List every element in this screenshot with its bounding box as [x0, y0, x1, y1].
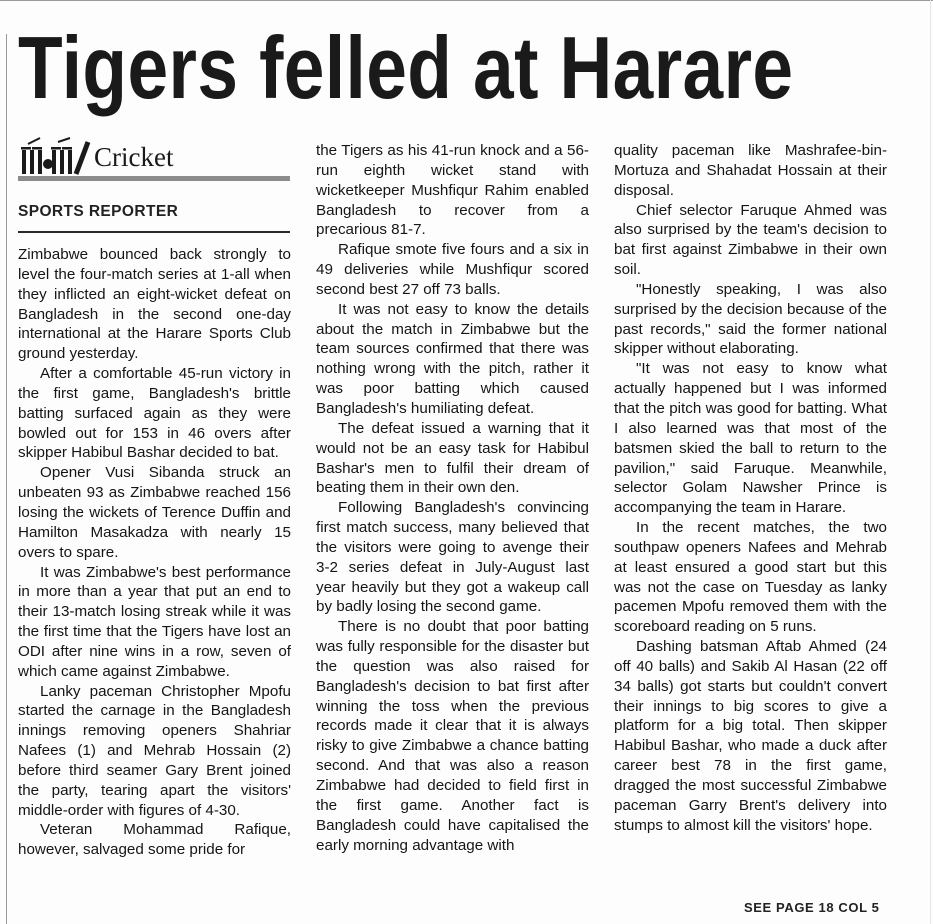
section-label: Cricket — [94, 142, 174, 172]
article-column-3 — [614, 141, 887, 836]
paragraph: Zimbabwe bounced back strongly to level the four-match series at 1-all when they inflicted an eight-wicket defeat on Bangladesh in the second one-day international at the Harare Sports Club ground yesterday. — [18, 246, 291, 363]
paragraph: In the recent matches, the two southpaw openers Nafees and Mehrab at least ensured a good start but this was not the case on Tuesday as lanky pacemen Mpofu removed them with the scoreboard reading on 5 runs. — [614, 519, 887, 636]
left-column-rule — [6, 34, 7, 924]
paragraph: quality paceman like Mashrafee-bin-Mortuza and Shahadat Hossain at their disposal. — [614, 142, 887, 199]
paragraph: Lanky paceman Christopher Mpofu started the carnage in the Bangladesh innings removing openers Shahriar Nafees (1) and Mehrab Hossain (2) before third seamer Gary Brent joined the party, tearing apart the visitors' middle-order with figures of 4-30. — [18, 682, 291, 819]
cricket-stumps-icon — [18, 136, 92, 176]
paragraph: Chief selector Faruque Ahmed was also surprised by the team's decision to bat first against Zimbabwe in their own soil. — [614, 201, 887, 279]
paragraph: There is no doubt that poor batting was fully responsible for the disaster but the question was also raised for Bangladesh's decision to bat first after winning the toss when the previous records made it clear that it is always risky to give Zimbabwe a chance batting second. And that was also a reason Zimbabwe had decided to field first in the first game. Another fact is Bangladesh could have capitalised the early morning advantage with — [316, 618, 589, 854]
right-edge-rule — [930, 0, 931, 924]
paragraph: "It was not easy to know what actually happened but I was informed that the pitch was good for batting. What I also learned was that most of the batsmen skied the ball to return to the pavilion," said Faruque. Meanwhile, selector Golam Nawsher Prince is accompanying the team in Harare. — [614, 360, 887, 517]
article-column-1 — [18, 245, 291, 860]
continuation-note: SEE PAGE 18 COL 5 — [744, 900, 880, 915]
paragraph: Veteran Mohammad Rafique, however, salvaged some pride for — [18, 821, 291, 859]
headline: Tigers felled at Harare — [18, 18, 794, 117]
paragraph: Following Bangladesh's convincing first match success, many believed that the visitors were going to avenge their 3-2 series defeat in July-August last year heavily but they got a wakeup call by badly losing the second game. — [316, 499, 589, 616]
paragraph: Dashing batsman Aftab Ahmed (24 off 40 balls) and Sakib Al Hasan (22 off 34 balls) got starts but couldn't convert their innings to big scores to give a platform for a big total. Then skipper Habibul Bashar, who made a duck after career best 78 in the first game, dragged the most successful Zimbabwe paceman Garry Brent's delivery into stumps to almost kill the visitors' hope. — [614, 638, 887, 834]
article-column-2 — [316, 141, 589, 855]
byline-rule — [18, 231, 290, 233]
paragraph: The defeat issued a warning that it would not be an easy task for Habibul Bashar's men to fulfil their dream of beating them in their own den. — [316, 419, 589, 497]
top-rule — [0, 0, 933, 1]
paragraph: the Tigers as his 41-run knock and a 56-run eighth wicket stand with wicketkeeper Mushfiqur Rahim enabled Bangladesh to recover from a precarious 81-7. — [316, 142, 589, 239]
paragraph: It was not easy to know the details about the match in Zimbabwe but the team sources confirmed that there was nothing wrong with the pitch, rather it was poor batting which caused Bangladesh's humiliating defeat. — [316, 300, 589, 417]
section-bar — [18, 176, 290, 181]
paragraph: "Honestly speaking, I was also surprised by the decision because of the past records," said the former national skipper without elaborating. — [614, 280, 887, 358]
paragraph: Rafique smote five fours and a six in 49 deliveries while Mushfiqur scored second best 27 off 73 balls. — [316, 241, 589, 298]
byline: SPORTS REPORTER — [18, 203, 179, 220]
paragraph: It was Zimbabwe's best performance in more than a year that put an end to their 13-match losing streak while it was the first time that the Tigers have lost an ODI after nine wins in a row, seven of which came against Zimbabwe. — [18, 563, 291, 680]
paragraph: Opener Vusi Sibanda struck an unbeaten 93 as Zimbabwe reached 156 losing the wickets of Terence Duffin and Hamilton Masakadza with nearly 15 overs to spare. — [18, 464, 291, 561]
paragraph: After a comfortable 45-run victory in the first game, Bangladesh's brittle batting surfaced again as they were bowled out for 153 in 46 overs after skipper Habibul Bashar decided to bat. — [18, 365, 291, 462]
section-logo — [18, 136, 290, 182]
